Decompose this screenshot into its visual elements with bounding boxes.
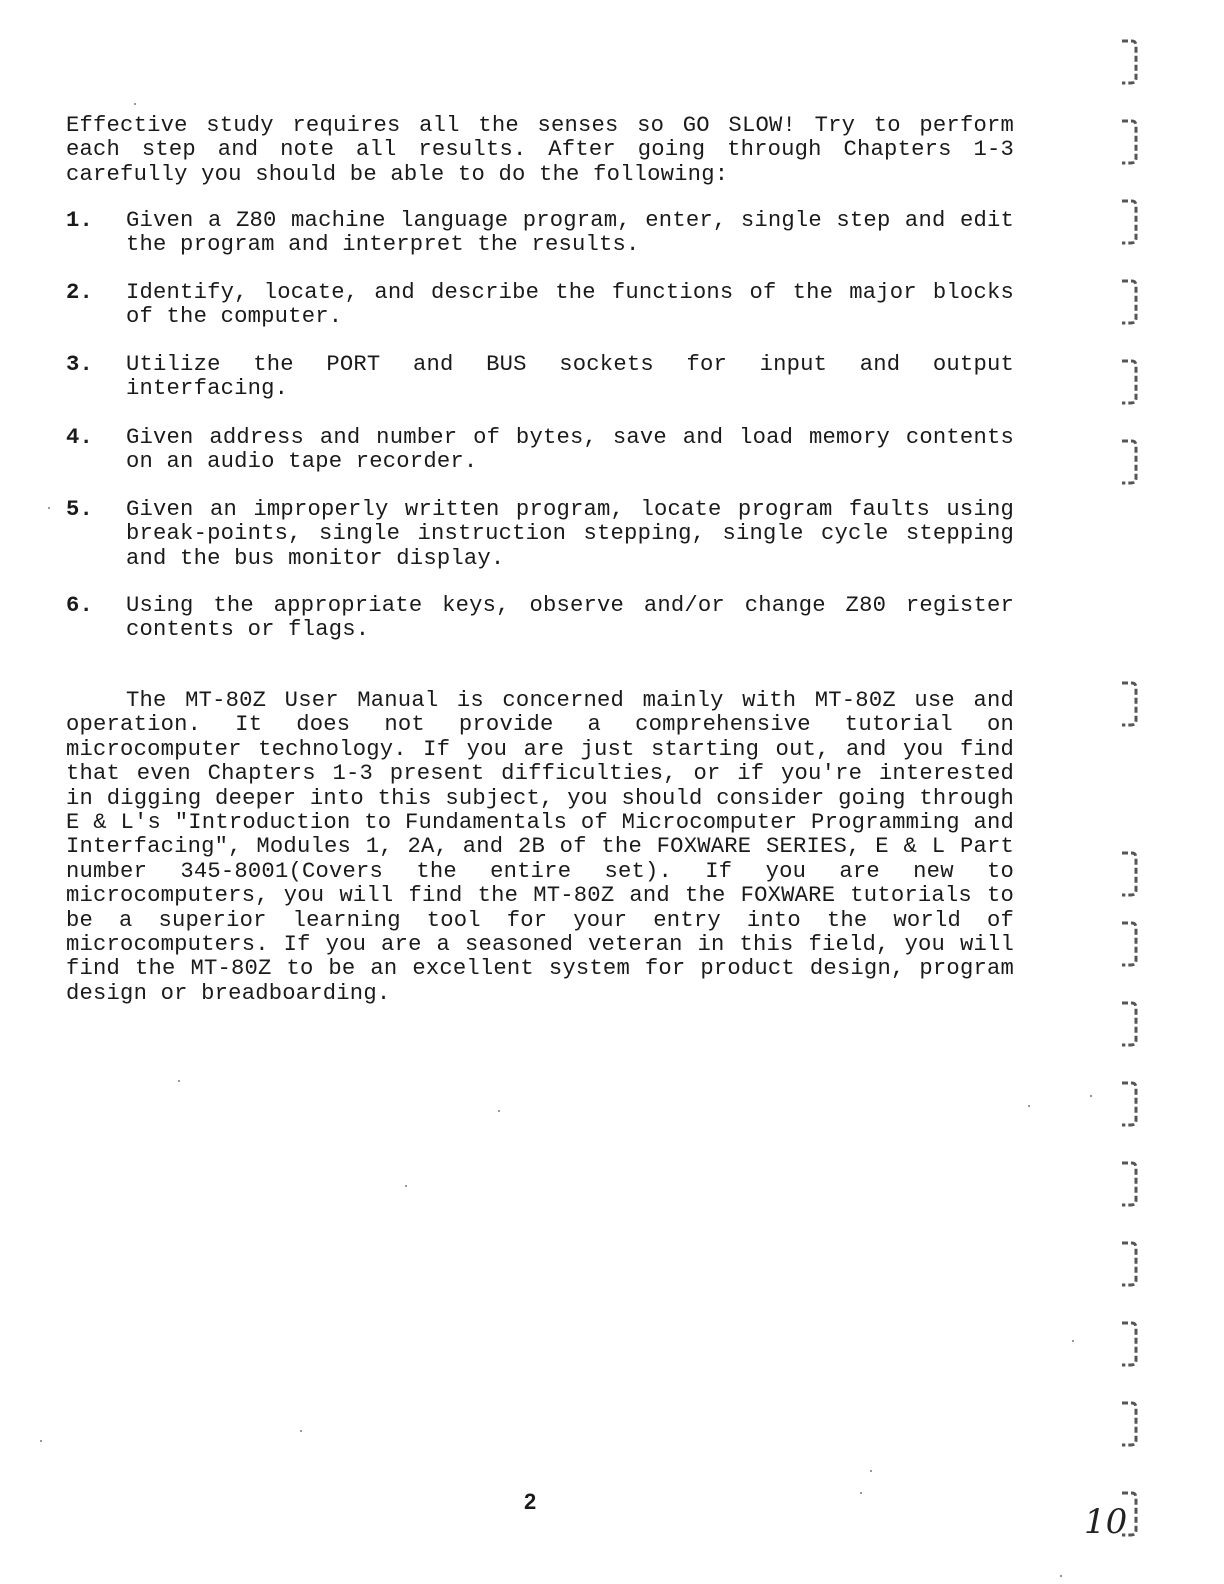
objective-item-3: [66, 353, 1014, 402]
binding-ring: [1118, 278, 1140, 326]
scan-speck: [1072, 1340, 1074, 1342]
binding-ring: [1118, 920, 1140, 968]
binding-ring: [1118, 38, 1140, 86]
scan-speck: [498, 1110, 500, 1112]
manual-scope-paragraph: The MT-80Z User Manual is concerned mainly with MT-80Z use and operation. It does not provide a comprehensive tutorial on microcomputer technology. If you are just starting out, and you find that even Chapters 1-3 present difficulties, or if you're interested in digging deeper into this subject, you should consider going through E & L's "Introduction to Fundamentals of Microcomputer Programming and Interfacing", Modules 1, 2A, and 2B of the FOXWARE SERIES, E & L Part number 345-8001(Covers the entire set). If you are new to microcomputers, you will find the MT-80Z and the FOXWARE tutorials to be a superior learning tool for your entry into the world of microcomputers. If you are a seasoned veteran in this field, you will find the MT-80Z to be an excellent system for product design, program design or breadboarding.: [66, 688, 1014, 1006]
binding-ring: [1118, 1080, 1140, 1128]
binding-ring: [1118, 1490, 1140, 1538]
binding-ring: [1118, 1160, 1140, 1208]
scan-speck: [134, 103, 136, 105]
objective-number: 5.: [66, 497, 94, 522]
objective-text: Given an improperly written program, locate program faults using break-points, single instruction stepping, single cycle stepping and the bus monitor display.: [126, 497, 1014, 571]
objective-item-5: [66, 498, 1014, 571]
scan-speck: [178, 1080, 180, 1082]
binding-ring: [1118, 358, 1140, 406]
binding-rings: [1112, 0, 1152, 1584]
scan-speck: [48, 507, 50, 509]
binding-ring: [1118, 850, 1140, 898]
objective-text: Using the appropriate keys, observe and/or change Z80 register contents or flags.: [126, 593, 1014, 643]
objective-text: Given a Z80 machine language program, enter, single step and edit the program and interpret the results.: [126, 208, 1014, 258]
scan-speck: [1090, 1095, 1092, 1097]
binding-ring: [1118, 118, 1140, 166]
binding-ring: [1118, 680, 1140, 728]
objective-number: 3.: [66, 352, 94, 377]
objective-number: 2.: [66, 280, 94, 305]
objective-item-2: [66, 281, 1014, 330]
binding-ring: [1118, 198, 1140, 246]
objective-number: 6.: [66, 593, 94, 618]
objective-number: 1.: [66, 208, 94, 233]
scan-speck: [870, 1470, 872, 1472]
scan-speck: [405, 1185, 407, 1187]
scan-speck: [860, 1492, 862, 1494]
scan-speck: [40, 1440, 42, 1442]
binding-ring: [1118, 438, 1140, 486]
page-number: 2: [524, 1489, 537, 1514]
handwritten-page-mark: 10: [1084, 1502, 1128, 1542]
scan-speck: [1028, 1105, 1030, 1107]
objective-item-6: [66, 594, 1014, 643]
objective-number: 4.: [66, 425, 94, 450]
objective-item-4: [66, 426, 1014, 475]
objective-item-1: [66, 209, 1014, 258]
objective-text: Given address and number of bytes, save and load memory contents on an audio tape recorder.: [126, 425, 1014, 475]
binding-ring: [1118, 1400, 1140, 1448]
objective-text: Identify, locate, and describe the functions of the major blocks of the computer.: [126, 280, 1014, 330]
objective-text: Utilize the PORT and BUS sockets for input and output interfacing.: [126, 352, 1014, 402]
binding-ring: [1118, 1240, 1140, 1288]
intro-paragraph: Effective study requires all the senses so GO SLOW! Try to perform each step and note all results. After going through Chapters 1-3 carefully you should be able to do the following:: [66, 113, 1014, 187]
scan-speck: [300, 1430, 302, 1432]
scan-speck: [1060, 1575, 1062, 1577]
binding-ring: [1118, 1320, 1140, 1368]
binding-ring: [1118, 1000, 1140, 1048]
